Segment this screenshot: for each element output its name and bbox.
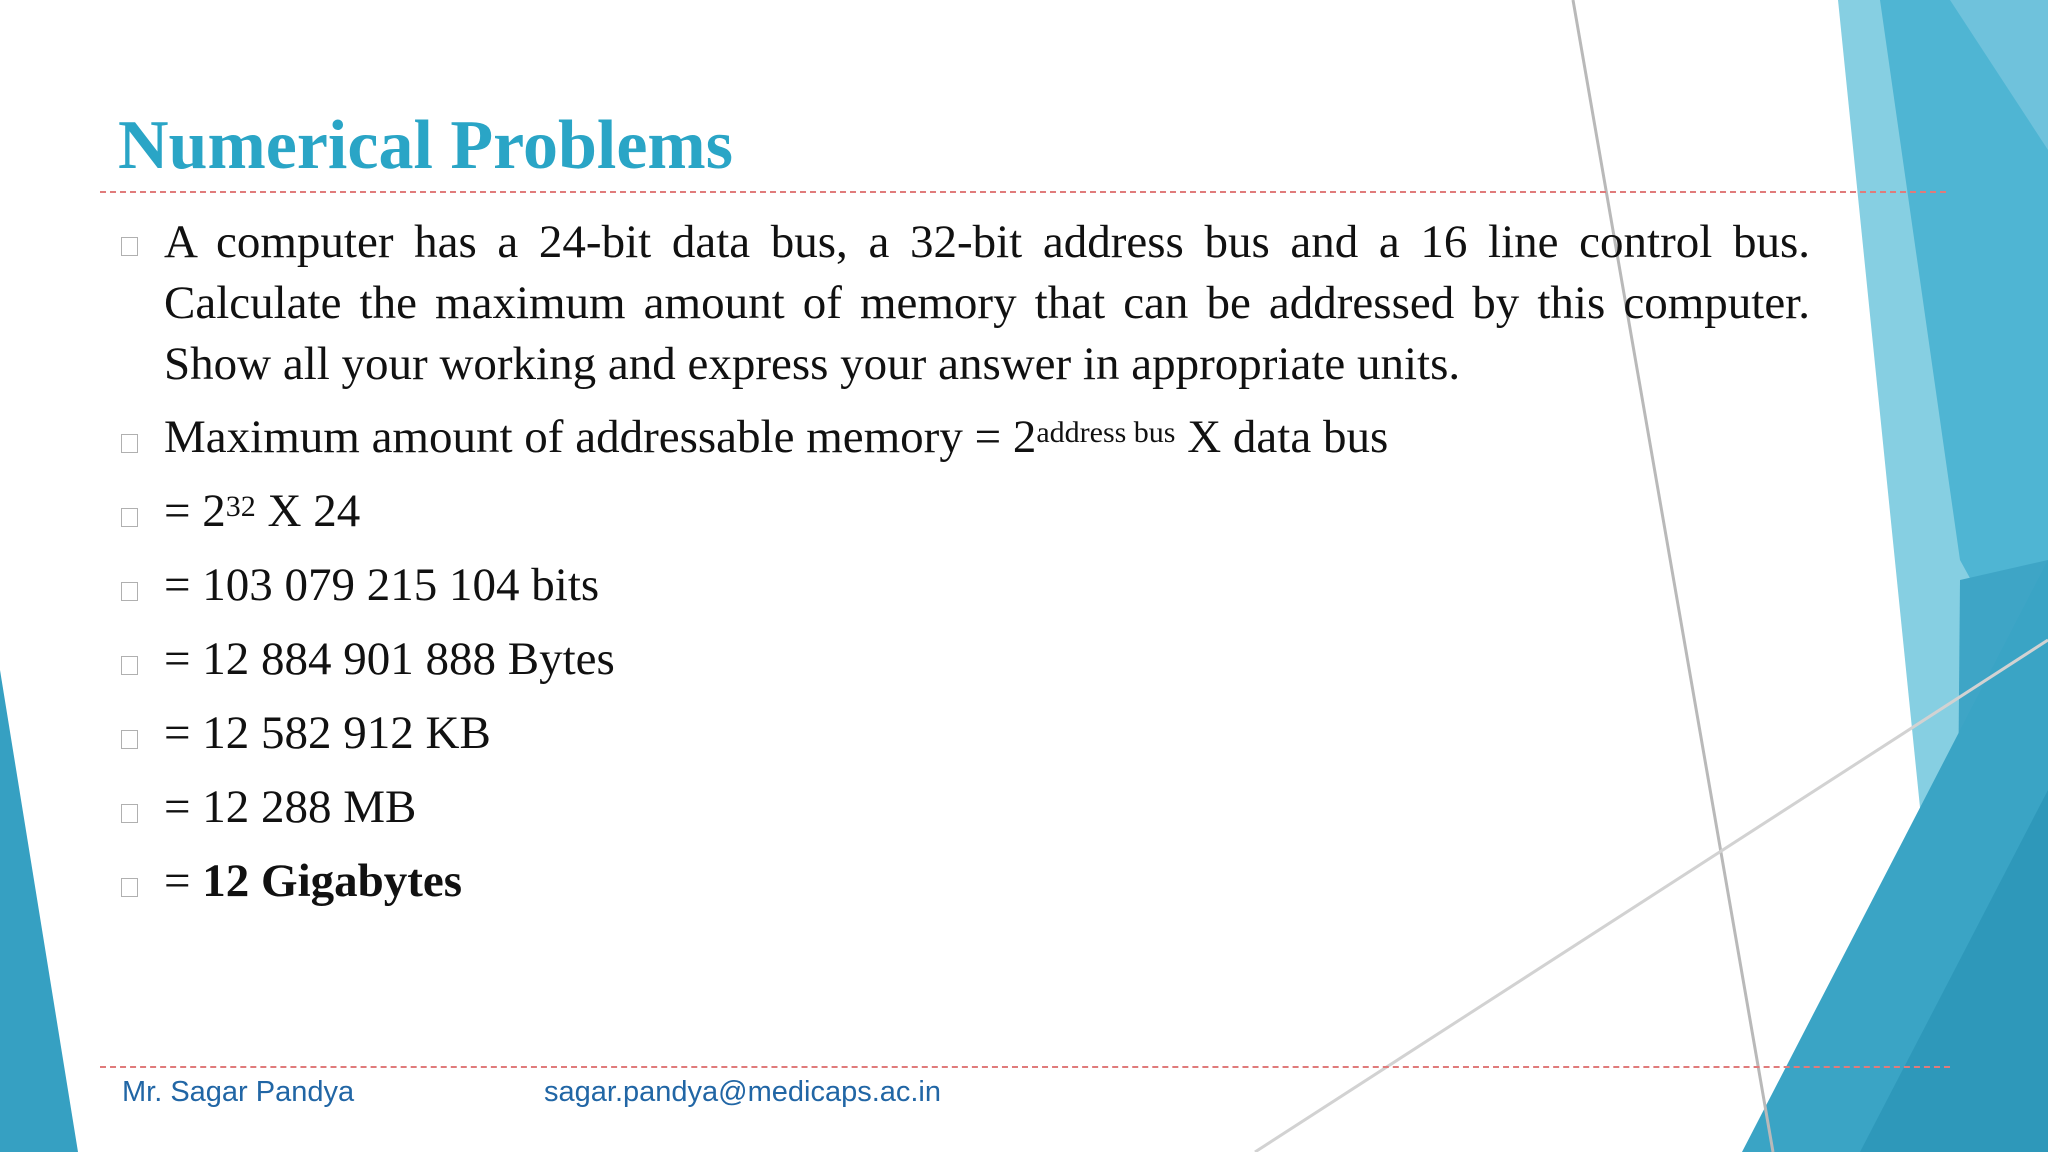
page-title: Numerical Problems [118,107,733,184]
footer-author: Mr. Sagar Pandya [122,1076,355,1108]
step-bits-item [118,555,1810,615]
bullet-icon [121,730,138,749]
step-mb-item [118,777,1810,837]
bullet-icon [121,878,138,897]
formula-suffix: X data bus [1175,411,1389,463]
footer-email-link[interactable]: sagar.pandya@medicaps.ac.in [544,1076,942,1108]
question-item [118,212,1810,395]
step-power-exponent: 32 [225,490,256,523]
step-kb-text: = 12 582 912 KB [164,707,491,759]
footer-divider [100,1066,1950,1068]
answer-item [118,851,1810,911]
title-divider [100,191,1946,193]
step-power-item [118,481,1810,541]
step-mb-text: = 12 288 MB [164,781,417,833]
step-bytes-text: = 12 884 901 888 Bytes [164,633,615,685]
formula-prefix: Maximum amount of addressable memory = 2 [164,411,1037,463]
bullet-icon [121,434,138,453]
answer-value: 12 Gigabytes [202,855,463,907]
step-power-suffix: X 24 [255,485,361,537]
bullet-icon [121,656,138,675]
answer-prefix: = [164,855,203,907]
bullet-icon [121,508,138,527]
formula-exponent: address bus [1036,416,1176,449]
step-kb-item [118,703,1810,763]
left-triangle [0,670,78,1152]
step-bits-text: = 103 079 215 104 bits [164,559,600,611]
step-power-prefix: = 2 [164,485,226,537]
question-text: A computer has a 24-bit data bus, a 32-bit address bus and a 16 line control bus. Calculate the maximum amount of memory that can be addressed by this computer. Show all your working and express your answer in appropriate units. [164,216,1810,390]
formula-item [118,407,1810,467]
slide-content [118,212,1810,925]
step-bytes-item [118,629,1810,689]
bullet-icon [121,582,138,601]
bullet-icon [121,237,138,256]
bullet-icon [121,804,138,823]
